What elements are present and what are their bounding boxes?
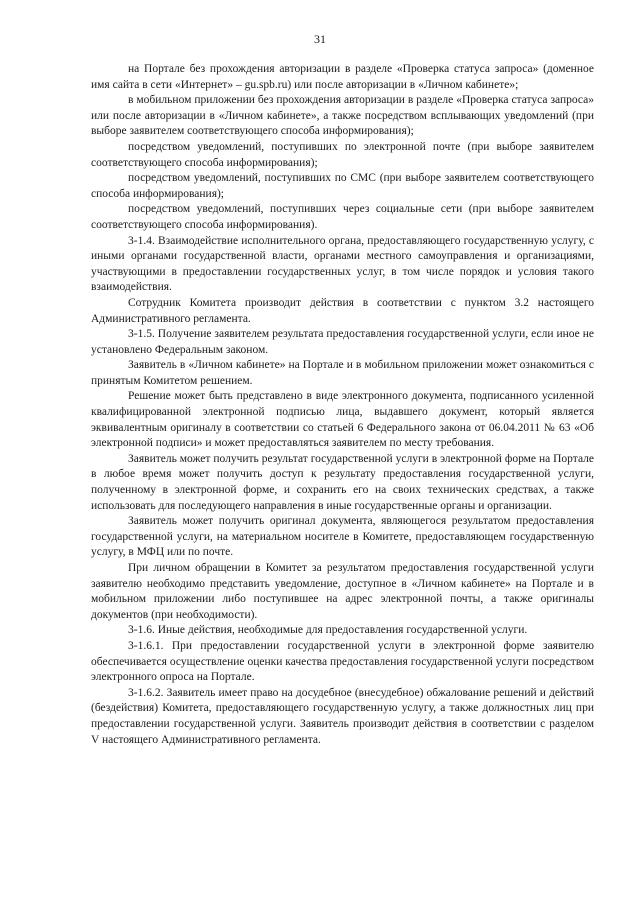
paragraph-electronic-decision: Решение может быть представлено в виде электронного документа, подписанного усиленной квалифицированной электронной подписью лица, выдавшего документ, который является эквивалентным оригиналу в соответствии со статьей 6 Федерального закона от 06.04.2011 № 63 «Об электронной подписи» и может предоставляться заявителем по месту требования. xyxy=(91,390,594,450)
paragraph-electronic-result: Заявитель может получить результат государственной услуги в электронной форме на Портале в любое время может получить доступ к результату предоставления государственной услуги, полученному в электронной форме, и сохранить его на своих технических средствах, а также использовать для последующего направления в иные государственные органы и организации. xyxy=(91,452,594,512)
paragraph-section-3-1-5: 3-1.5. Получение заявителем результата предоставления государственной услуги, если иное не установлено Федеральным законом. xyxy=(91,328,594,356)
paragraph-mobile-app: в мобильном приложении без прохождения авторизации в разделе «Проверка статуса запроса» или после авторизации в «Личном кабинете», а также посредством всплывающих уведомлений (при выборе заявителем соответствующего способа информирования); xyxy=(91,94,594,138)
paragraph-section-3-1-6: 3-1.6. Иные действия, необходимые для предоставления государственной услуги. xyxy=(128,624,528,637)
page-number: 31 xyxy=(314,32,326,46)
paragraph-portal-status: на Портале без прохождения авторизации в разделе «Проверка статуса запроса» (доменное имя сайта в сети «Интернет» – gu.spb.ru) или после авторизации в «Личном кабинете»; xyxy=(91,63,594,91)
paragraph-personal-visit: При личном обращении в Комитет за результатом предоставления государственной услуги заявителю необходимо представить уведомление, доступное в «Личном кабинете» на Портале и в мобильном приложении либо поступившее на адрес электронной почты, а также оригиналы документов (при необходимости). xyxy=(91,562,594,621)
paragraph-social-notifications: посредством уведомлений, поступивших через социальные сети (при выборе заявителем соответствующего способа информирования). xyxy=(91,203,594,231)
paragraph-sms-notifications: посредством уведомлений, поступивших по СМС (при выборе заявителем соответствующего способа информирования); xyxy=(91,172,594,200)
paragraph-original-document: Заявитель может получить оригинал документа, являющегося результатом предоставления государственной услуги, на материальном носителе в Комитете, предоставляющем государственную услугу, в МФЦ или по почте. xyxy=(91,515,594,559)
paragraph-section-3-1-6-1: 3-1.6.1. При предоставлении государственной услуги в электронной форме заявителю обеспечивается осуществление оценки качества предоставления государственной услуги посредством электронного опроса на Портале. xyxy=(91,639,594,684)
paragraph-personal-account: Заявитель в «Личном кабинете» на Портале и в мобильном приложении может ознакомиться с принятым Комитетом решением. xyxy=(91,359,594,387)
paragraph-committee-employee: Сотрудник Комитета производит действия в соответствии с пунктом 3.2 настоящего Административного регламента. xyxy=(91,296,594,325)
paragraph-section-3-1-6-2: 3-1.6.2. Заявитель имеет право на досудебное (внесудебное) обжалование решений и действий (бездействия) Комитета, предоставляющего государственную услугу, а также должностных лиц при предоставлении государственной услуги. Заявитель производит действия в соответствии с разделом V настоящего Административного регламента. xyxy=(91,686,594,746)
paragraph-section-3-1-4: 3-1.4. Взаимодействие исполнительного органа, предоставляющего государственную услугу, с иными органами государственной власти, органами местного самоуправления и организациями, участвующими в предоставлении государственных услуг, в том числе порядок и условия такого взаимодействия. xyxy=(91,234,594,294)
paragraph-email-notifications: посредством уведомлений, поступивших по электронной почте (при выборе заявителем соответствующего способа информирования); xyxy=(91,140,594,169)
document-body xyxy=(91,62,594,748)
